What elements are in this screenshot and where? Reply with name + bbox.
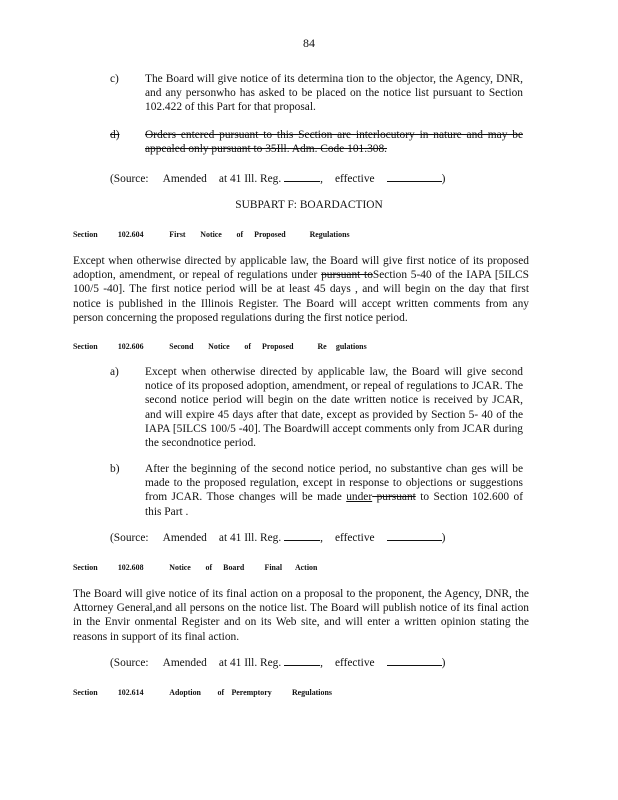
section-604-title-3: of xyxy=(236,229,244,239)
section-614-title-2: of xyxy=(217,687,225,697)
effective-blank xyxy=(387,531,442,541)
source-effective: effective xyxy=(334,532,375,544)
section-608-title-3: Board xyxy=(223,562,245,572)
item-d-label: d) xyxy=(110,129,120,141)
source-amended: Amended xyxy=(162,657,207,669)
section-606-title-6: gulations xyxy=(335,341,367,351)
section-608-body: The Board will give notice of its final action on a proposal to the proponent, the Agency, DNR, the Attorney General,and all persons on the notice list. The Board will publish notice of its final action in the Envir onmental Register and on its Web site, and will enter a written opinion stating the reasons in support of its final action. xyxy=(73,588,529,643)
item-c-text: The Board will give notice of its determina tion to the objector, the Agency, DNR, and any personwho has asked to be placed on the notice list pursuant to Section 102.422 of this Part for that proposal. xyxy=(145,73,523,114)
source-close: ) xyxy=(441,173,446,185)
register-blank xyxy=(284,172,320,182)
section-604-body-post: Section 5-40 of the IAPA [5ILCS 100/5 -40]. The first notice period will be at least 45 days , and will begin on the day that first notice is published in the Illinois Register. The Board will accept written comments from any person concerning the proposed regulations during the first notice period. xyxy=(73,269,530,324)
subpart-title: SUBPART F: BOARDACTION xyxy=(235,199,383,211)
section-606-title-1: Second xyxy=(169,341,194,351)
item-606b-text xyxy=(145,462,523,519)
section-606-title-2: Notice xyxy=(208,341,230,351)
source-reg: at 41 Ill. Reg. xyxy=(218,173,282,185)
section-606-number: 102.606 xyxy=(117,341,144,351)
source-close: ) xyxy=(441,532,446,544)
effective-blank xyxy=(387,656,442,666)
section-614-title-3: Peremptory xyxy=(231,687,272,697)
item-606b-underlined: under xyxy=(346,491,373,504)
section-614-title-1: Adoption xyxy=(169,687,201,697)
item-606a-label: a) xyxy=(110,366,119,378)
section-604-title-2: Notice xyxy=(200,229,222,239)
section-608-title-4: Final xyxy=(264,562,283,572)
section-614-number: 102.614 xyxy=(117,687,144,697)
page-number: 84 xyxy=(303,36,315,50)
source-prefix: (Source: xyxy=(110,173,149,185)
source-note-2: (Source: Amended at 41 Ill. Reg. , effective ) xyxy=(110,532,446,544)
source-effective: effective xyxy=(334,657,375,669)
register-blank xyxy=(284,656,320,666)
section-608-title-5: Action xyxy=(294,562,318,572)
effective-blank xyxy=(387,172,442,182)
source-prefix: (Source: xyxy=(110,532,149,544)
section-604-word: Section xyxy=(73,229,98,239)
section-604-title-1: First xyxy=(169,229,186,239)
section-614-word: Section xyxy=(73,687,98,697)
section-604-title-5: Regulations xyxy=(309,229,350,239)
section-604-number: 102.604 xyxy=(117,229,144,239)
source-amended: Amended xyxy=(162,173,207,185)
section-608-heading xyxy=(73,562,317,572)
section-606-word: Section xyxy=(73,341,98,351)
source-reg: at 41 Ill. Reg. xyxy=(218,532,282,544)
section-604-heading xyxy=(73,229,350,239)
item-d-struck-text: Orders entered pursuant to this Section are interlocutory in nature and may be appealed only pursuant to 35Ill. Adm. Code 101.308. xyxy=(145,129,523,156)
item-606b-text-post: to Section 102.600 of this Part . xyxy=(145,491,524,518)
section-608-title-2: of xyxy=(205,562,213,572)
section-606-heading xyxy=(73,341,367,351)
source-note: (Source: Amended at 41 Ill. Reg. , effective ) xyxy=(110,173,446,185)
source-effective: effective xyxy=(334,173,375,185)
source-reg: at 41 Ill. Reg. xyxy=(218,657,282,669)
item-606b-text-pre: After the beginning of the second notice period, no substantive chan ges will be made to the proposed regulation, except in response to objections or suggestions from JCAR. Those changes will be made xyxy=(145,463,523,504)
section-608-word: Section xyxy=(73,562,98,572)
item-c-label: c) xyxy=(110,73,119,85)
item-606a-text: Except when otherwise directed by applicable law, the Board will give second notice of its proposed adoption, amendment, or repeal of regulations to JCAR. The second notice period will begin on the date written notice is received by JCAR, and will expire 45 days after that date, except as provided by Section 5- 40 of the IAPA [5ILCS 100/5 -40]. The Boardwill accept comments only from JCAR during the secondnotice period. xyxy=(145,366,523,450)
source-close: ) xyxy=(441,657,446,669)
section-608-title-1: Notice xyxy=(169,562,191,572)
section-604-title-4: Proposed xyxy=(254,229,286,239)
source-note-3: (Source: Amended at 41 Ill. Reg. , effective ) xyxy=(110,657,446,669)
section-614-heading xyxy=(73,687,332,697)
item-606b-label: b) xyxy=(110,463,120,475)
section-608-number: 102.608 xyxy=(117,562,144,572)
section-606-title-4: Proposed xyxy=(262,341,294,351)
source-prefix: (Source: xyxy=(110,657,149,669)
section-606-title-5: Re xyxy=(317,341,327,351)
section-614-title-4: Regulations xyxy=(291,687,332,697)
section-604-body-struck: pursuant to xyxy=(321,269,373,282)
register-blank xyxy=(284,531,320,541)
section-606-title-3: of xyxy=(244,341,252,351)
source-amended: Amended xyxy=(162,532,207,544)
item-606b-struck: pursuant xyxy=(372,491,416,504)
section-604-body xyxy=(73,254,529,325)
section-604-body-pre: Except when otherwise directed by applicable law, the Board will give first notice of its proposed adoption, amendment, or repeal of regulations under xyxy=(73,255,529,282)
